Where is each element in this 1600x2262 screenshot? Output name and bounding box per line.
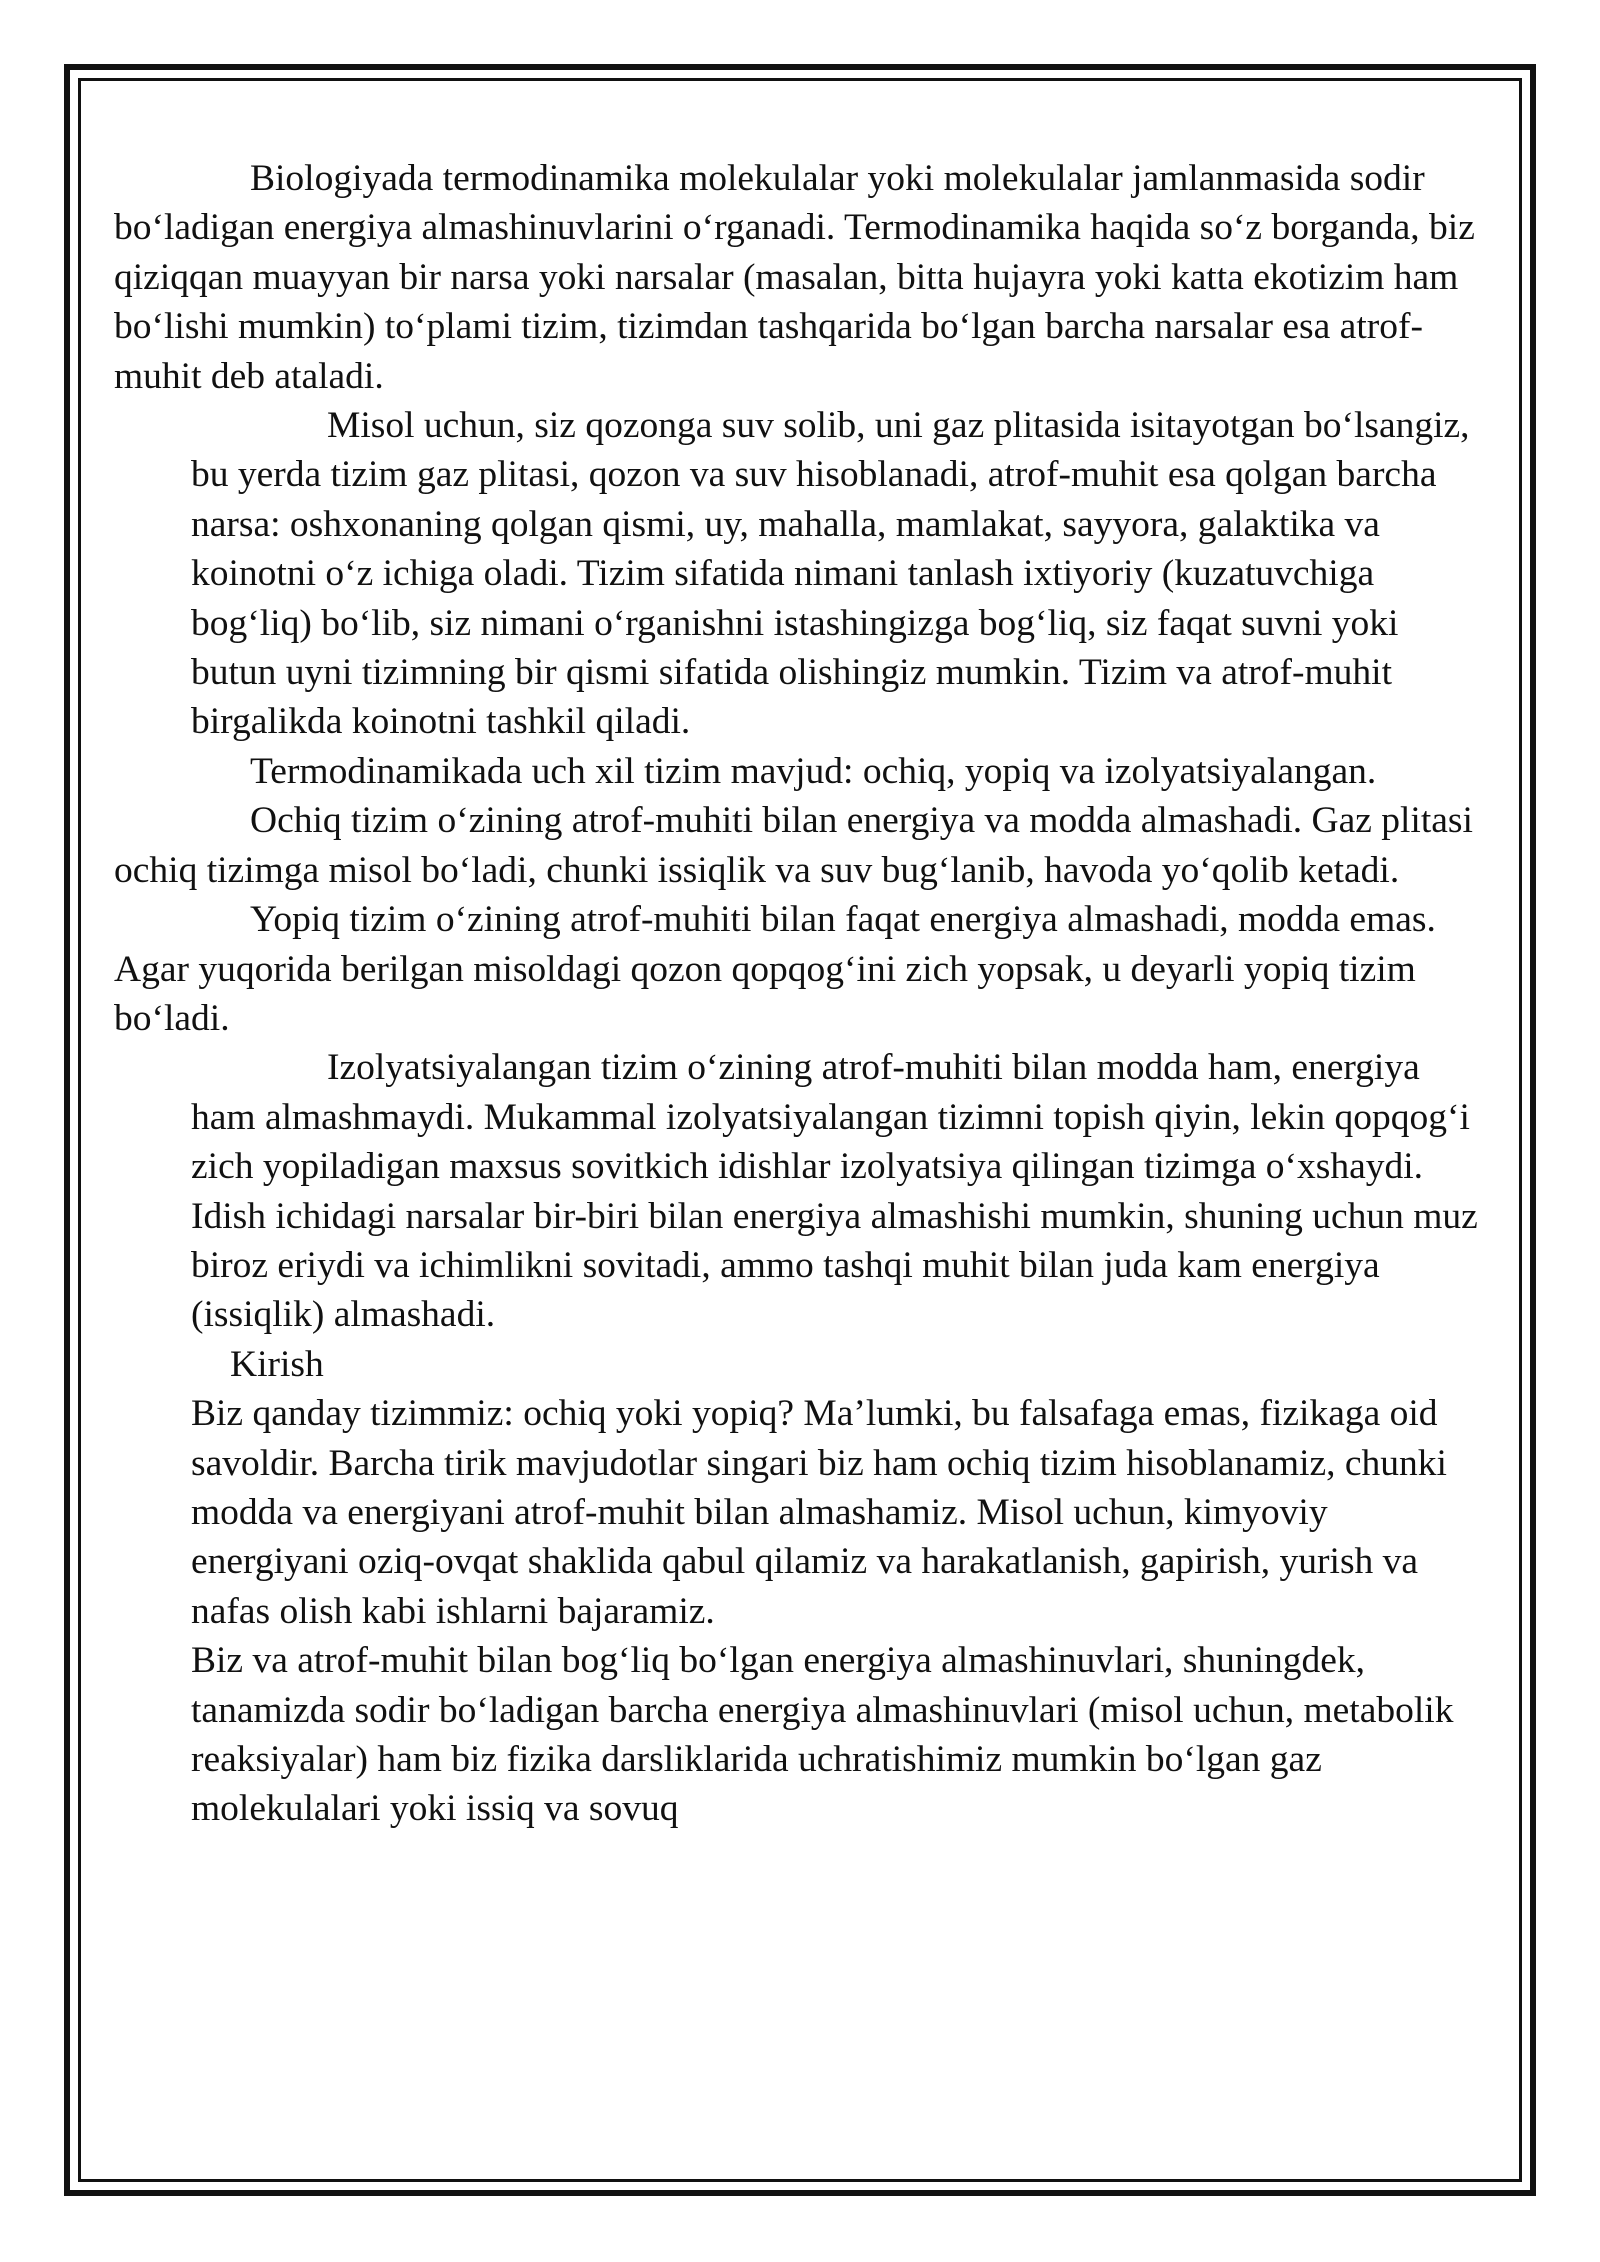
- document-body: [114, 154, 1490, 1834]
- paragraph-example-system: Misol uchun, siz qozonga suv solib, uni gaz plitasida isitayotgan bo‘lsangiz, bu yerda tizim gaz plitasi, qozon va suv hisoblanadi, atrof-muhit esa qolgan barcha narsa: oshxonaning qolgan qismi, uy, mahalla, mamlakat, sayyora, galaktika va koinotni o‘z ichiga oladi. Tizim sifatida nimani tanlash ixtiyoriy (kuzatuvchiga bog‘liq) bo‘lib, siz nimani o‘rganishni istashingizga bog‘liq, siz faqat suvni yoki butun uyni tizimning bir qismi sifatida olishingiz mumkin. Tizim va atrof-muhit birgalikda koinotni tashkil qiladi.: [191, 405, 1470, 743]
- paragraph-kirish-energy: Biz va atrof-muhit bilan bog‘liq bo‘lgan energiya almashinuvlari, shuningdek, tanamizda sodir bo‘ladigan barcha energiya almashinuvlari (misol uchun, metabolik reaksiyalar) ham biz fizika darsliklarida uchratishimiz mumkin bo‘lgan gaz molekulalari yoki issiq va sovuq: [191, 1640, 1454, 1830]
- paragraph-kirish-question: Biz qanday tizimmiz: ochiq yoki yopiq? Ma’lumki, bu falsafaga emas, fizikaga oid savoldir. Barcha tirik mavjudotlar singari biz ham ochiq tizim hisoblanamiz, chunki modda va energiyani atrof-muhit bilan almashamiz. Misol uchun, kimyoviy energiyani oziq-ovqat shaklida qabul qilamiz va harakatlanish, gapirish, yurish va nafas olish kabi ishlarni bajaramiz.: [191, 1393, 1447, 1632]
- paragraph-isolated-system: Izolyatsiyalangan tizim o‘zining atrof-muhiti bilan modda ham, energiya ham almashmaydi. Mukammal izolyatsiyalangan tizimni topish qiyin, lekin qopqog‘i zich yopiladigan maxsus sovitkich idishlar izolyatsiya qilingan tizimga o‘xshaydi. Idish ichidagi narsalar bir-biri bilan energiya almashishi mumkin, shuning uchun muz biroz eriydi va ichimlikni sovitadi, ammo tashqi muhit bilan juda kam energiya (issiqlik) almashadi.: [191, 1047, 1478, 1336]
- paragraph-system-types: Termodinamikada uch xil tizim mavjud: ochiq, yopiq va izolyatsiyalangan.: [250, 750, 1377, 792]
- paragraph-open-system: Ochiq tizim o‘zining atrof-muhiti bilan energiya va modda almashadi. Gaz plitasi ochiq tizimga misol bo‘ladi, chunki issiqlik va suv bug‘lanib, havoda yo‘qolib ketadi.: [114, 800, 1473, 891]
- paragraph-closed-system: Yopiq tizim o‘zining atrof-muhiti bilan faqat energiya almashadi, modda emas. Agar yuqorida berilgan misoldagi qozon qopqog‘ini zich yopsak, u deyarli yopiq tizim bo‘ladi.: [114, 899, 1436, 1039]
- paragraph-intro: Biologiyada termodinamika molekulalar yoki molekulalar jamlanmasida sodir bo‘ladigan energiya almashinuvlarini o‘rganadi. Termodinamika haqida so‘z borganda, biz qiziqqan muayyan bir narsa yoki narsalar (masalan, bitta hujayra yoki katta ekotizim ham bo‘lishi mumkin) to‘plami tizim, tizimdan tashqarida bo‘lgan barcha narsalar esa atrof-muhit deb ataladi.: [114, 158, 1475, 397]
- section-heading-kirish: Kirish: [230, 1343, 324, 1385]
